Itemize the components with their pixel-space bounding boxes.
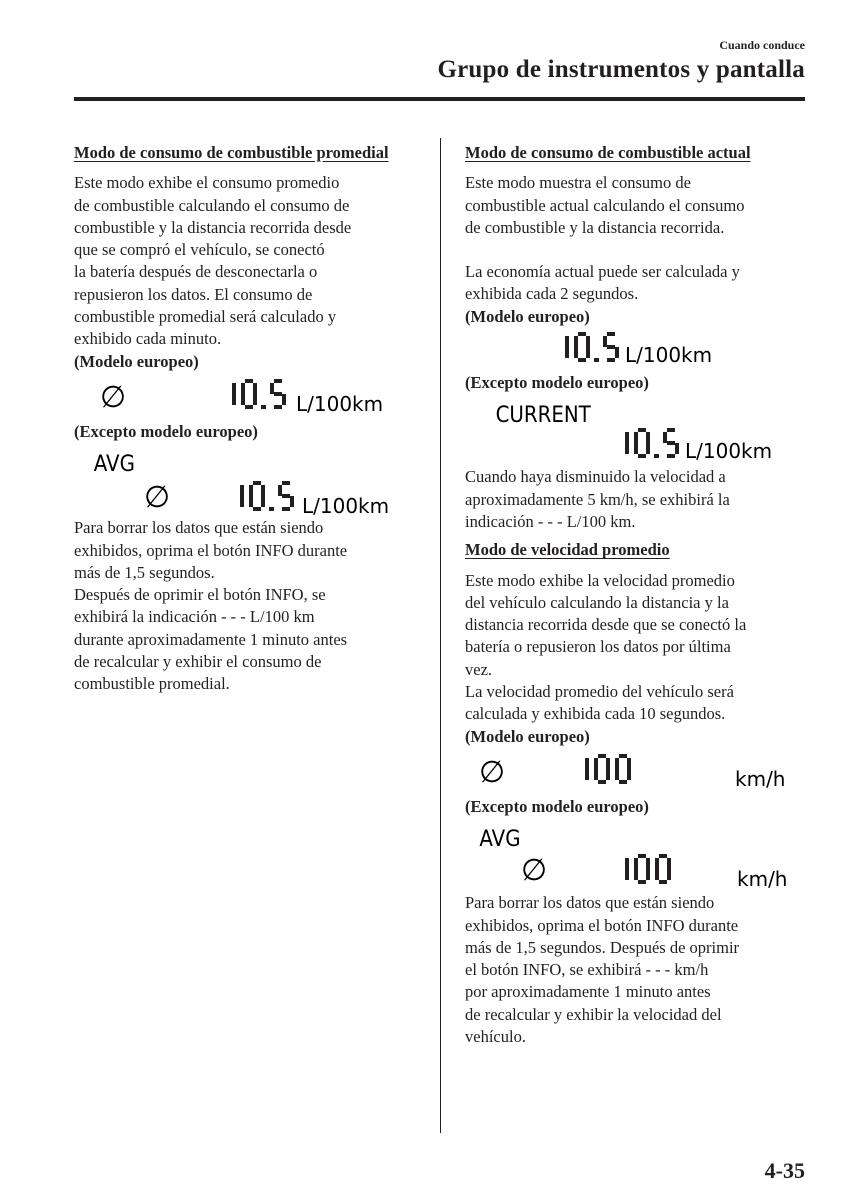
speed-unit-label: km/h: [737, 867, 788, 892]
digit-segment: [625, 869, 629, 880]
avg-speed-display-non-eu: [465, 818, 805, 892]
avg-label: AVG: [479, 826, 521, 852]
digit-segment: [603, 336, 607, 347]
digit-segment: [565, 336, 569, 347]
text-line: por aproximadamente 1 minuto antes: [465, 982, 711, 1002]
text-line: vehículo.: [465, 1027, 526, 1047]
digit-segment: [659, 880, 667, 884]
digit-segment: [625, 858, 629, 869]
text-line: de recalcular y exhibir la velocidad del: [465, 1004, 722, 1024]
digit-segment: [655, 869, 659, 880]
avg-fuel-display-non-eu: [74, 443, 414, 517]
digit-segment: [274, 392, 282, 396]
digit-segment: [574, 336, 578, 347]
digit-segment: [598, 780, 606, 784]
digit-segment: [667, 454, 675, 458]
text-line: más de 1,5 segundos.: [74, 562, 215, 582]
text-line: aproximadamente 5 km/h, se exhibirá la: [465, 489, 730, 509]
average-symbol-icon: ∅: [144, 480, 171, 516]
digit-segment: [638, 428, 646, 432]
fuel-unit-label: L/100km: [625, 343, 713, 368]
digit-segment: [646, 443, 650, 454]
text-line: exhibido cada minuto.: [74, 329, 222, 349]
text-line: Este modo exhibe el consumo promedio: [74, 173, 340, 193]
column-divider: [440, 138, 441, 1133]
digit-segment: [574, 347, 578, 358]
digit-segment: [274, 379, 282, 383]
text-line: exhibidos, oprima el botón INFO durante: [74, 540, 348, 560]
fuel-unit-label: L/100km: [685, 439, 773, 464]
text-line: de recalcular y exhibir el consumo de: [74, 652, 322, 672]
current-fuel-intro: [465, 172, 810, 239]
average-fuel-heading: Modo de consumo de combustible promedial: [74, 143, 389, 162]
digit-segment: [619, 780, 627, 784]
fuel-unit-label: L/100km: [296, 391, 384, 416]
text-line: la batería después de desconectarla o: [74, 262, 318, 282]
digit-segment: [607, 332, 615, 336]
text-line: vez.: [465, 659, 493, 679]
digit-segment: [663, 432, 667, 443]
digit-segment: [634, 869, 638, 880]
digit-segment: [585, 758, 589, 769]
digit-segment: [282, 394, 286, 405]
digit-segment: [638, 880, 646, 884]
digit-segment: [606, 769, 610, 780]
section-label: Cuando conduce: [719, 38, 805, 52]
text-line: calculada y exhibida cada 10 segundos.: [465, 704, 726, 724]
text-line: que se compró el vehículo, se conectó: [74, 240, 325, 260]
digit-segment: [290, 496, 294, 507]
digit-segment: [607, 358, 615, 362]
average-speed-reset-text: [465, 892, 810, 1048]
left-column: [74, 142, 419, 696]
page-number: 4-35: [764, 1158, 805, 1183]
digit-segment: [646, 858, 650, 869]
text-line: Este modo muestra el consumo de: [465, 173, 691, 193]
model-non-eu-label: (Excepto modelo europeo): [74, 421, 258, 441]
text-line: de combustible calculando el consumo de: [74, 195, 350, 215]
text-line: del vehículo calculando la distancia y la: [465, 592, 729, 612]
digit-segment: [245, 405, 253, 409]
digit-segment: [274, 405, 282, 409]
digit-segment: [646, 869, 650, 880]
digit-segment: [627, 769, 631, 780]
digit-segment: [675, 443, 679, 454]
digit-segment: [282, 481, 290, 485]
speed-unit-label: km/h: [735, 766, 786, 791]
digit-segment: [565, 347, 569, 358]
digit-segment: [585, 769, 589, 780]
digit-segment: [667, 869, 671, 880]
text-line: el botón INFO, se exhibirá - - - km/h: [465, 960, 709, 980]
current-economy-text: [465, 261, 810, 306]
digit-segment: [282, 494, 290, 498]
decimal-point: [594, 358, 599, 362]
text-line: Para borrar los datos que están siendo: [74, 518, 324, 538]
page-title: Grupo de instrumentos y pantalla: [437, 56, 805, 83]
avg-speed-display-eu: [465, 748, 805, 796]
digit-segment: [232, 383, 236, 394]
seg-digits: [565, 332, 619, 362]
digit-segment: [245, 379, 253, 383]
average-symbol-icon: ∅: [100, 379, 127, 415]
decimal-point: [269, 507, 274, 511]
text-line: durante aproximadamente 1 minuto antes: [74, 629, 348, 649]
average-fuel-intro: [74, 172, 419, 350]
text-line: Cuando haya disminuido la velocidad a: [465, 467, 726, 487]
digit-segment: [249, 496, 253, 507]
digit-segment: [240, 485, 244, 496]
text-line: exhibidos, oprima el botón INFO durante: [465, 915, 739, 935]
text-line: combustible promedial.: [74, 674, 230, 694]
text-line: más de 1,5 segundos. Después de oprimir: [465, 937, 740, 957]
digit-segment: [253, 383, 257, 394]
digit-segment: [667, 428, 675, 432]
digit-segment: [667, 858, 671, 869]
digit-segment: [634, 432, 638, 443]
fuel-unit-label: L/100km: [302, 494, 390, 518]
text-line: Este modo exhibe la velocidad promedio: [465, 570, 735, 590]
digit-segment: [627, 758, 631, 769]
digit-segment: [655, 858, 659, 869]
text-line: de combustible y la distancia recorrida.: [465, 217, 725, 237]
avg-label: AVG: [93, 451, 135, 477]
digit-segment: [232, 394, 236, 405]
seg-digits: [585, 754, 631, 784]
digit-segment: [659, 854, 667, 858]
digit-segment: [578, 332, 586, 336]
text-line: La velocidad promedio del vehículo será: [465, 682, 734, 702]
text-line: Para borrar los datos que están siendo: [465, 893, 715, 913]
digit-segment: [253, 481, 261, 485]
seg-digits: [232, 379, 286, 409]
digit-segment: [270, 383, 274, 394]
text-line: exhibirá la indicación - - - L/100 km: [74, 607, 315, 627]
digit-segment: [594, 769, 598, 780]
text-line: combustible actual calculando el consumo: [465, 195, 745, 215]
text-line: repusieron los datos. El consumo de: [74, 284, 313, 304]
current-label: CURRENT: [495, 402, 591, 428]
text-line: Después de oprimir el botón INFO, se: [74, 585, 326, 605]
decimal-point: [261, 405, 266, 409]
text-line: exhibida cada 2 segundos.: [465, 284, 639, 304]
current-fuel-heading: Modo de consumo de combustible actual: [465, 143, 751, 162]
digit-segment: [586, 347, 590, 358]
model-eu-label: (Modelo europeo): [465, 306, 590, 326]
digit-segment: [241, 394, 245, 405]
digit-segment: [667, 441, 675, 445]
digit-segment: [278, 485, 282, 496]
model-eu-label: (Modelo europeo): [74, 351, 199, 371]
digit-segment: [578, 358, 586, 362]
digit-segment: [634, 858, 638, 869]
digit-segment: [253, 394, 257, 405]
seg-digits: [625, 854, 671, 884]
model-eu-label: (Modelo europeo): [465, 726, 590, 746]
digit-segment: [615, 347, 619, 358]
model-non-eu-label: (Excepto modelo europeo): [465, 373, 649, 393]
low-speed-text: [465, 466, 810, 533]
digit-segment: [638, 854, 646, 858]
digit-segment: [598, 754, 606, 758]
decimal-point: [654, 454, 659, 458]
text-line: indicación - - - L/100 km.: [465, 511, 636, 531]
avg-fuel-display-eu: [74, 373, 414, 421]
digit-segment: [240, 496, 244, 507]
current-fuel-display-non-eu: [465, 394, 805, 466]
average-symbol-icon: ∅: [479, 754, 506, 790]
average-fuel-reset-text: [74, 517, 419, 695]
digit-segment: [615, 769, 619, 780]
average-symbol-icon: ∅: [521, 853, 548, 889]
seg-digits: [625, 428, 679, 458]
digit-segment: [261, 496, 265, 507]
digit-segment: [241, 383, 245, 394]
text-line: combustible y la distancia recorrida desde: [74, 217, 352, 237]
digit-segment: [594, 758, 598, 769]
digit-segment: [282, 507, 290, 511]
text-line: combustible promedial será calculado y: [74, 307, 337, 327]
digit-segment: [625, 443, 629, 454]
digit-segment: [619, 754, 627, 758]
digit-segment: [615, 758, 619, 769]
digit-segment: [253, 507, 261, 511]
digit-segment: [586, 336, 590, 347]
text-line: distancia recorrida desde que se conectó la: [465, 615, 747, 635]
model-non-eu-label: (Excepto modelo europeo): [465, 796, 649, 816]
current-fuel-display-eu: [465, 328, 805, 372]
average-speed-intro: [465, 570, 810, 726]
text-line: La economía actual puede ser calculada y: [465, 262, 740, 282]
digit-segment: [638, 454, 646, 458]
digit-segment: [606, 758, 610, 769]
right-column: [465, 142, 810, 1048]
seg-digits: [240, 481, 294, 511]
text-line: batería o repusieron los datos por última: [465, 637, 731, 657]
header-rule: [74, 97, 805, 101]
digit-segment: [625, 432, 629, 443]
digit-segment: [634, 443, 638, 454]
digit-segment: [607, 345, 615, 349]
average-speed-heading: Modo de velocidad promedio: [465, 540, 670, 560]
digit-segment: [249, 485, 253, 496]
digit-segment: [261, 485, 265, 496]
digit-segment: [646, 432, 650, 443]
